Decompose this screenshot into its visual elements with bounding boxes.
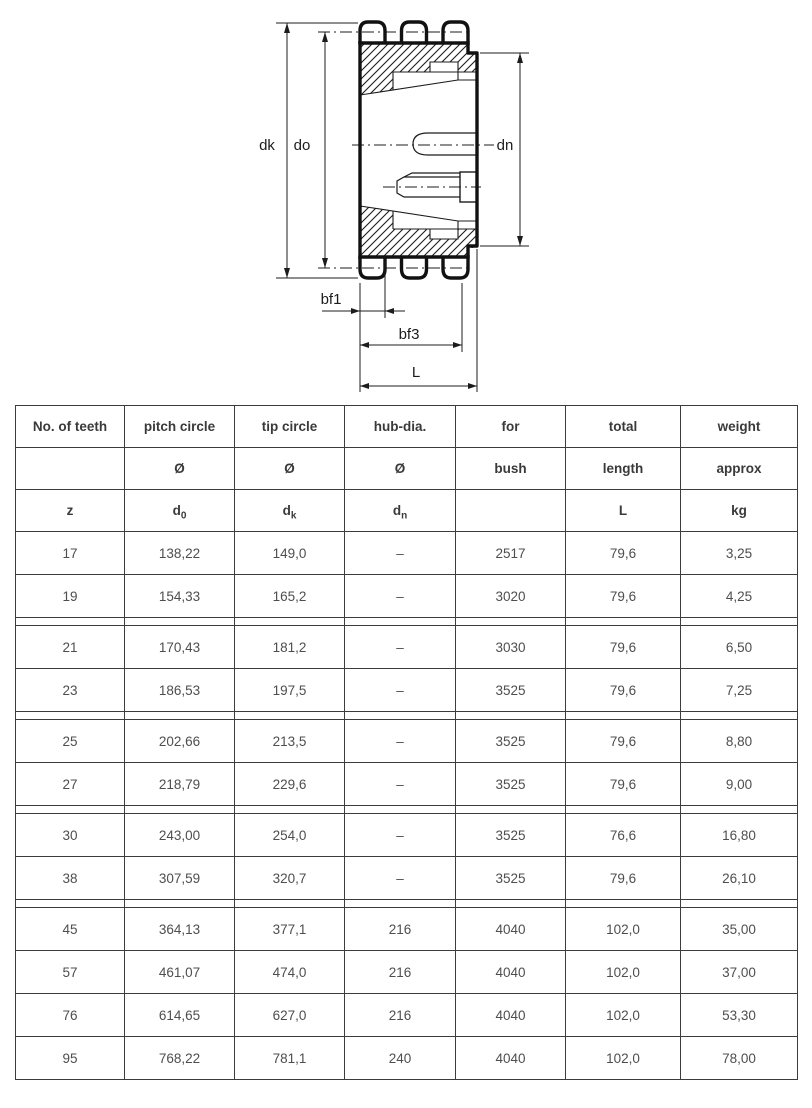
header-cell: z — [16, 490, 125, 532]
table-cell: 3525 — [456, 857, 566, 900]
table-cell: 9,00 — [681, 763, 798, 806]
table-cell — [566, 712, 681, 720]
table-cell: 79,6 — [566, 669, 681, 712]
table-cell — [345, 618, 456, 626]
technical-drawing-svg — [0, 0, 812, 400]
table-cell: 78,00 — [681, 1037, 798, 1080]
table-cell: 181,2 — [235, 626, 345, 669]
table-cell: 79,6 — [566, 575, 681, 618]
table-cell: 149,0 — [235, 532, 345, 575]
lower-hatched-section — [360, 206, 477, 257]
table-cell — [235, 618, 345, 626]
header-cell: bush — [456, 448, 566, 490]
table-cell: – — [345, 763, 456, 806]
header-cell: $d_n$ — [345, 490, 456, 532]
table-cell: 102,0 — [566, 951, 681, 994]
table-cell: 4040 — [456, 994, 566, 1037]
table-cell: 781,1 — [235, 1037, 345, 1080]
header-cell: for — [456, 406, 566, 448]
table-cell: – — [345, 626, 456, 669]
table-cell — [235, 900, 345, 908]
table-cell: 79,6 — [566, 720, 681, 763]
table-cell: 45 — [16, 908, 125, 951]
table-cell: 627,0 — [235, 994, 345, 1037]
header-cell — [16, 448, 125, 490]
table-cell — [456, 712, 566, 720]
dim-label-do: do — [293, 137, 311, 154]
keyway-slot — [413, 133, 477, 155]
table-cell: 202,66 — [125, 720, 235, 763]
table-cell: 165,2 — [235, 575, 345, 618]
table-cell — [566, 618, 681, 626]
table-cell: – — [345, 532, 456, 575]
table-cell: – — [345, 720, 456, 763]
table-cell: 3525 — [456, 669, 566, 712]
table-row — [16, 669, 798, 712]
table-cell: 4,25 — [681, 575, 798, 618]
table-cell — [345, 712, 456, 720]
table-cell: 307,59 — [125, 857, 235, 900]
table-cell — [566, 900, 681, 908]
table-cell: 38 — [16, 857, 125, 900]
table-row — [16, 857, 798, 900]
table-cell: 243,00 — [125, 814, 235, 857]
table-header-row — [16, 490, 798, 532]
header-cell: hub-dia. — [345, 406, 456, 448]
table-cell: 76,6 — [566, 814, 681, 857]
table-cell — [235, 712, 345, 720]
table-cell: 16,80 — [681, 814, 798, 857]
table-cell — [681, 712, 798, 720]
table-cell: 102,0 — [566, 994, 681, 1037]
table-cell: 21 — [16, 626, 125, 669]
table-cell: 229,6 — [235, 763, 345, 806]
table-cell: 3030 — [456, 626, 566, 669]
dim-label-dn: dn — [496, 137, 514, 154]
table-cell: 8,80 — [681, 720, 798, 763]
table-cell: – — [345, 857, 456, 900]
header-cell: Ø — [235, 448, 345, 490]
table-cell: 2517 — [456, 532, 566, 575]
table-cell: 3525 — [456, 720, 566, 763]
table-row — [16, 814, 798, 857]
table-row — [16, 720, 798, 763]
upper-hatched-section — [360, 44, 477, 95]
table-cell — [681, 900, 798, 908]
header-cell: weight — [681, 406, 798, 448]
dim-label-dk: dk — [259, 137, 275, 154]
table-cell: 25 — [16, 720, 125, 763]
table-cell — [456, 806, 566, 814]
table-cell: 27 — [16, 763, 125, 806]
header-cell: length — [566, 448, 681, 490]
table-cell: 3525 — [456, 763, 566, 806]
table-cell: 35,00 — [681, 908, 798, 951]
table-cell: 30 — [16, 814, 125, 857]
table-cell — [345, 806, 456, 814]
table-cell: 53,30 — [681, 994, 798, 1037]
table-row — [16, 951, 798, 994]
table-cell: 95 — [16, 1037, 125, 1080]
table-cell: 19 — [16, 575, 125, 618]
dim-label-bf1: bf1 — [320, 291, 342, 308]
table-row — [16, 575, 798, 618]
table-cell: 154,33 — [125, 575, 235, 618]
separator-row — [16, 900, 798, 908]
table-cell: 23 — [16, 669, 125, 712]
header-cell: $d_0$ — [125, 490, 235, 532]
table-cell: 254,0 — [235, 814, 345, 857]
table-cell: 170,43 — [125, 626, 235, 669]
separator-row — [16, 618, 798, 626]
table-cell: 79,6 — [566, 763, 681, 806]
header-cell: pitch circle — [125, 406, 235, 448]
header-cell: L — [566, 490, 681, 532]
spec-table — [15, 405, 798, 1080]
table-cell: 474,0 — [235, 951, 345, 994]
table-cell: 3525 — [456, 814, 566, 857]
table-cell: 57 — [16, 951, 125, 994]
table-row — [16, 763, 798, 806]
table-cell: 102,0 — [566, 1037, 681, 1080]
table-cell — [125, 618, 235, 626]
header-cell: total — [566, 406, 681, 448]
table-cell: 218,79 — [125, 763, 235, 806]
table-cell — [456, 618, 566, 626]
table-row — [16, 994, 798, 1037]
table-cell: 76 — [16, 994, 125, 1037]
table-cell: – — [345, 669, 456, 712]
table-cell: 216 — [345, 951, 456, 994]
dim-label-L: L — [411, 364, 421, 381]
table-row — [16, 1037, 798, 1080]
table-cell — [125, 900, 235, 908]
sprocket-cross-section-drawing — [0, 0, 812, 400]
table-cell — [681, 618, 798, 626]
table-cell: 37,00 — [681, 951, 798, 994]
table-cell: 79,6 — [566, 857, 681, 900]
table-cell: 7,25 — [681, 669, 798, 712]
table-cell: – — [345, 575, 456, 618]
table-cell: 240 — [345, 1037, 456, 1080]
table-cell: 614,65 — [125, 994, 235, 1037]
table-cell: 216 — [345, 908, 456, 951]
table-row — [16, 908, 798, 951]
table-header-row — [16, 448, 798, 490]
table-cell: 138,22 — [125, 532, 235, 575]
table-cell: 26,10 — [681, 857, 798, 900]
table-cell: – — [345, 814, 456, 857]
table-cell: 17 — [16, 532, 125, 575]
table-cell: 197,5 — [235, 669, 345, 712]
table-cell — [16, 618, 125, 626]
table-cell — [681, 806, 798, 814]
header-cell — [456, 490, 566, 532]
header-cell: Ø — [345, 448, 456, 490]
table-cell — [125, 712, 235, 720]
table-cell: 79,6 — [566, 626, 681, 669]
table-cell: 320,7 — [235, 857, 345, 900]
separator-row — [16, 806, 798, 814]
dim-label-bf3: bf3 — [398, 326, 420, 343]
table-cell: 186,53 — [125, 669, 235, 712]
table-row — [16, 626, 798, 669]
table-cell: 213,5 — [235, 720, 345, 763]
table-row — [16, 532, 798, 575]
table-cell: 768,22 — [125, 1037, 235, 1080]
table-cell — [16, 806, 125, 814]
table-cell: 102,0 — [566, 908, 681, 951]
header-cell: No. of teeth — [16, 406, 125, 448]
table-cell: 461,07 — [125, 951, 235, 994]
table-cell — [456, 900, 566, 908]
table-cell — [345, 900, 456, 908]
table-cell: 4040 — [456, 908, 566, 951]
header-cell: Ø — [125, 448, 235, 490]
header-cell: tip circle — [235, 406, 345, 448]
header-cell: approx — [681, 448, 798, 490]
table-cell — [16, 900, 125, 908]
table-cell: 216 — [345, 994, 456, 1037]
table-cell: 4040 — [456, 1037, 566, 1080]
table-cell: 364,13 — [125, 908, 235, 951]
header-cell: $d_k$ — [235, 490, 345, 532]
table-header-row — [16, 406, 798, 448]
table-cell: 6,50 — [681, 626, 798, 669]
table-cell: 4040 — [456, 951, 566, 994]
table-cell: 377,1 — [235, 908, 345, 951]
separator-row — [16, 712, 798, 720]
table-cell — [235, 806, 345, 814]
fixing-screw — [397, 173, 460, 197]
table-cell: 3,25 — [681, 532, 798, 575]
header-cell: kg — [681, 490, 798, 532]
table-cell: 79,6 — [566, 532, 681, 575]
table-cell: 3020 — [456, 575, 566, 618]
table-cell — [16, 712, 125, 720]
table-cell — [566, 806, 681, 814]
table-cell — [125, 806, 235, 814]
